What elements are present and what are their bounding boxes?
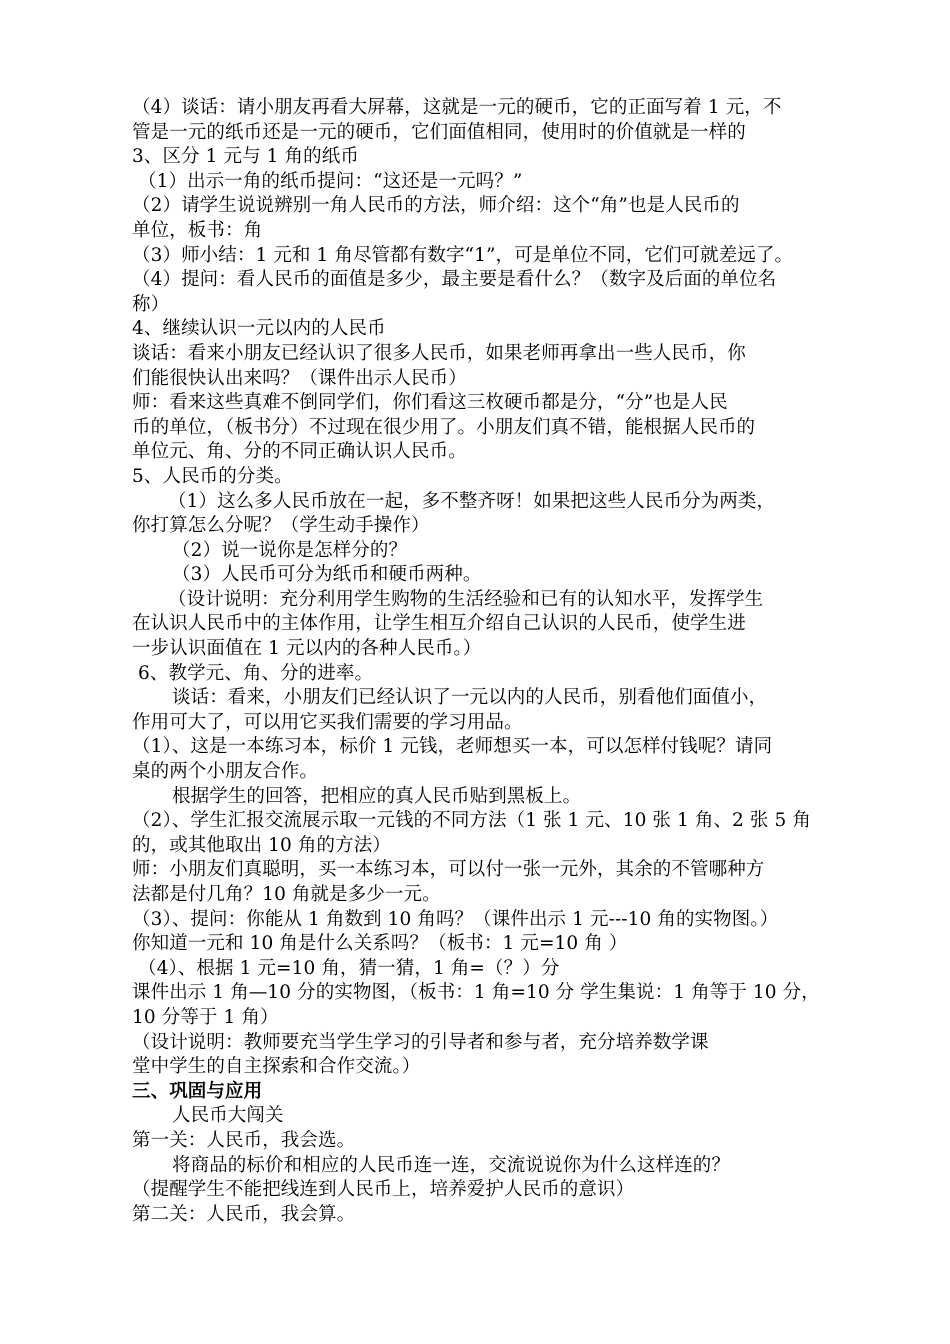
text-line: 你打算怎么分呢？（学生动手操作）: [132, 515, 430, 537]
text-line: 币的单位，（板书分）不过现在很少用了。小朋友们真不错，能根据人民币的: [132, 416, 756, 438]
text-line: 第一关：人民币，我会选。: [132, 1129, 356, 1151]
text-line: 单位，板书：角: [132, 219, 263, 241]
text-line: 师：看来这些真难不倒同学们，你们看这三枚硬币都是分，“分”也是人民: [132, 392, 728, 414]
design-note: 堂中学生的自主探索和合作交流。）: [132, 1056, 421, 1078]
text-line: （1）出示一角的纸币提问：“这还是一元吗？”: [138, 170, 523, 192]
text-line: 第二关：人民币，我会算。: [132, 1203, 356, 1225]
text-line: （1）这么多人民币放在一起，多不整齐呀！如果把这些人民币分为两类，: [168, 490, 776, 512]
section-heading: 3、区分 1 元与 1 角的纸币: [132, 146, 359, 168]
text-line: 桌的两个小朋友合作。: [132, 761, 319, 783]
section-heading: 6、教学元、角、分的进率。: [138, 662, 374, 684]
text-line: 师：小朋友们真聪明，买一本练习本，可以付一张一元外，其余的不管哪种方: [132, 859, 765, 881]
text-line: 称）: [132, 293, 170, 315]
text-line: （4）、根据 1 元=10 角，猜一猜，1 角=（？）分: [138, 957, 560, 979]
text-line: （3）人民币可分为纸币和硬币两种。: [172, 564, 482, 586]
text-line: （3）师小结：1 元和 1 角尽管都有数字“1”，可是单位不同，它们可就差远了。: [132, 244, 794, 266]
text-line: 谈话：看来，小朋友们已经认识了一元以内的人民币，别看他们面值小，: [172, 687, 768, 709]
text-line: （2）请学生说说辨别一角人民币的方法，师介绍：这个“角”也是人民币的: [132, 195, 740, 217]
text-line: （4）提问：看人民币的面值是多少，最主要是看什么？（数字及后面的单位名: [132, 269, 777, 291]
text-line: （3）、提问：你能从 1 角数到 10 角吗？（课件出示 1 元---10 角的实物图。）: [132, 908, 779, 930]
design-note: 一步认识面值在 1 元以内的各种人民币。）: [132, 638, 482, 660]
text-line: 法都是付几角？10 角就是多少一元。: [132, 884, 441, 905]
text-line: 将商品的标价和相应的人民币连一连，交流说说你为什么这样连的？: [172, 1154, 731, 1176]
text-line: （2）说一说你是怎样分的？: [172, 539, 408, 561]
text-line: 10 分等于 1 角）: [132, 1006, 279, 1028]
text-line: 课件出示 1 角—10 分的实物图，（板书：1 角=10 分 学生集说：1 角等于 10 分，: [132, 982, 820, 1004]
section-title: 三、巩固与应用: [132, 1080, 263, 1102]
text-line: 你知道一元和 10 角是什么关系吗？（板书：1 元=10 角 ）: [132, 933, 628, 955]
text-line: （2）、学生汇报交流展示取一元钱的不同方法（1 张 1 元、10 张 1 角、2 张 5 角: [132, 810, 811, 832]
text-line: 人民币大闯关: [172, 1105, 284, 1127]
design-note: （设计说明：教师要充当学生学习的引导者和参与者，充分培养数学课: [132, 1031, 709, 1053]
section-heading: 4、继续认识一元以内的人民币: [132, 318, 386, 340]
text-line: 谈话：看来小朋友已经认识了很多人民币，如果老师再拿出一些人民币，你: [132, 342, 746, 364]
text-line: 们能很快认出来吗？（课件出示人民币）: [132, 367, 467, 389]
design-note: 在认识人民币中的主体作用，让学生相互介绍自己认识的人民币，使学生进: [132, 613, 746, 635]
text-line: 的，或其他取出 10 角的方法）: [132, 834, 391, 856]
document-page: [132, 96, 872, 1227]
text-line: 根据学生的回答，把相应的真人民币贴到黑板上。: [172, 785, 582, 807]
text-line: 管是一元的纸币还是一元的硬币，它们面值相同，使用时的价值就是一样的: [132, 121, 746, 143]
text-line: 作用可大了，可以用它买我们需要的学习用品。: [132, 711, 523, 733]
text-line: （4）谈话：请小朋友再看大屏幕，这就是一元的硬币，它的正面写着 1 元，不: [132, 97, 782, 118]
text-line: （提醒学生不能把线连到人民币上，培养爱护人民币的意识）: [132, 1179, 635, 1201]
text-line: 单位元、角、分的不同正确认识人民币。: [132, 441, 467, 463]
design-note: （设计说明：充分利用学生购物的生活经验和已有的认知水平，发挥学生: [168, 588, 764, 610]
text-line: （1）、这是一本练习本，标价 1 元钱，老师想买一本，可以怎样付钱呢？请同: [132, 736, 773, 758]
section-heading: 5、人民币的分类。: [132, 465, 293, 487]
